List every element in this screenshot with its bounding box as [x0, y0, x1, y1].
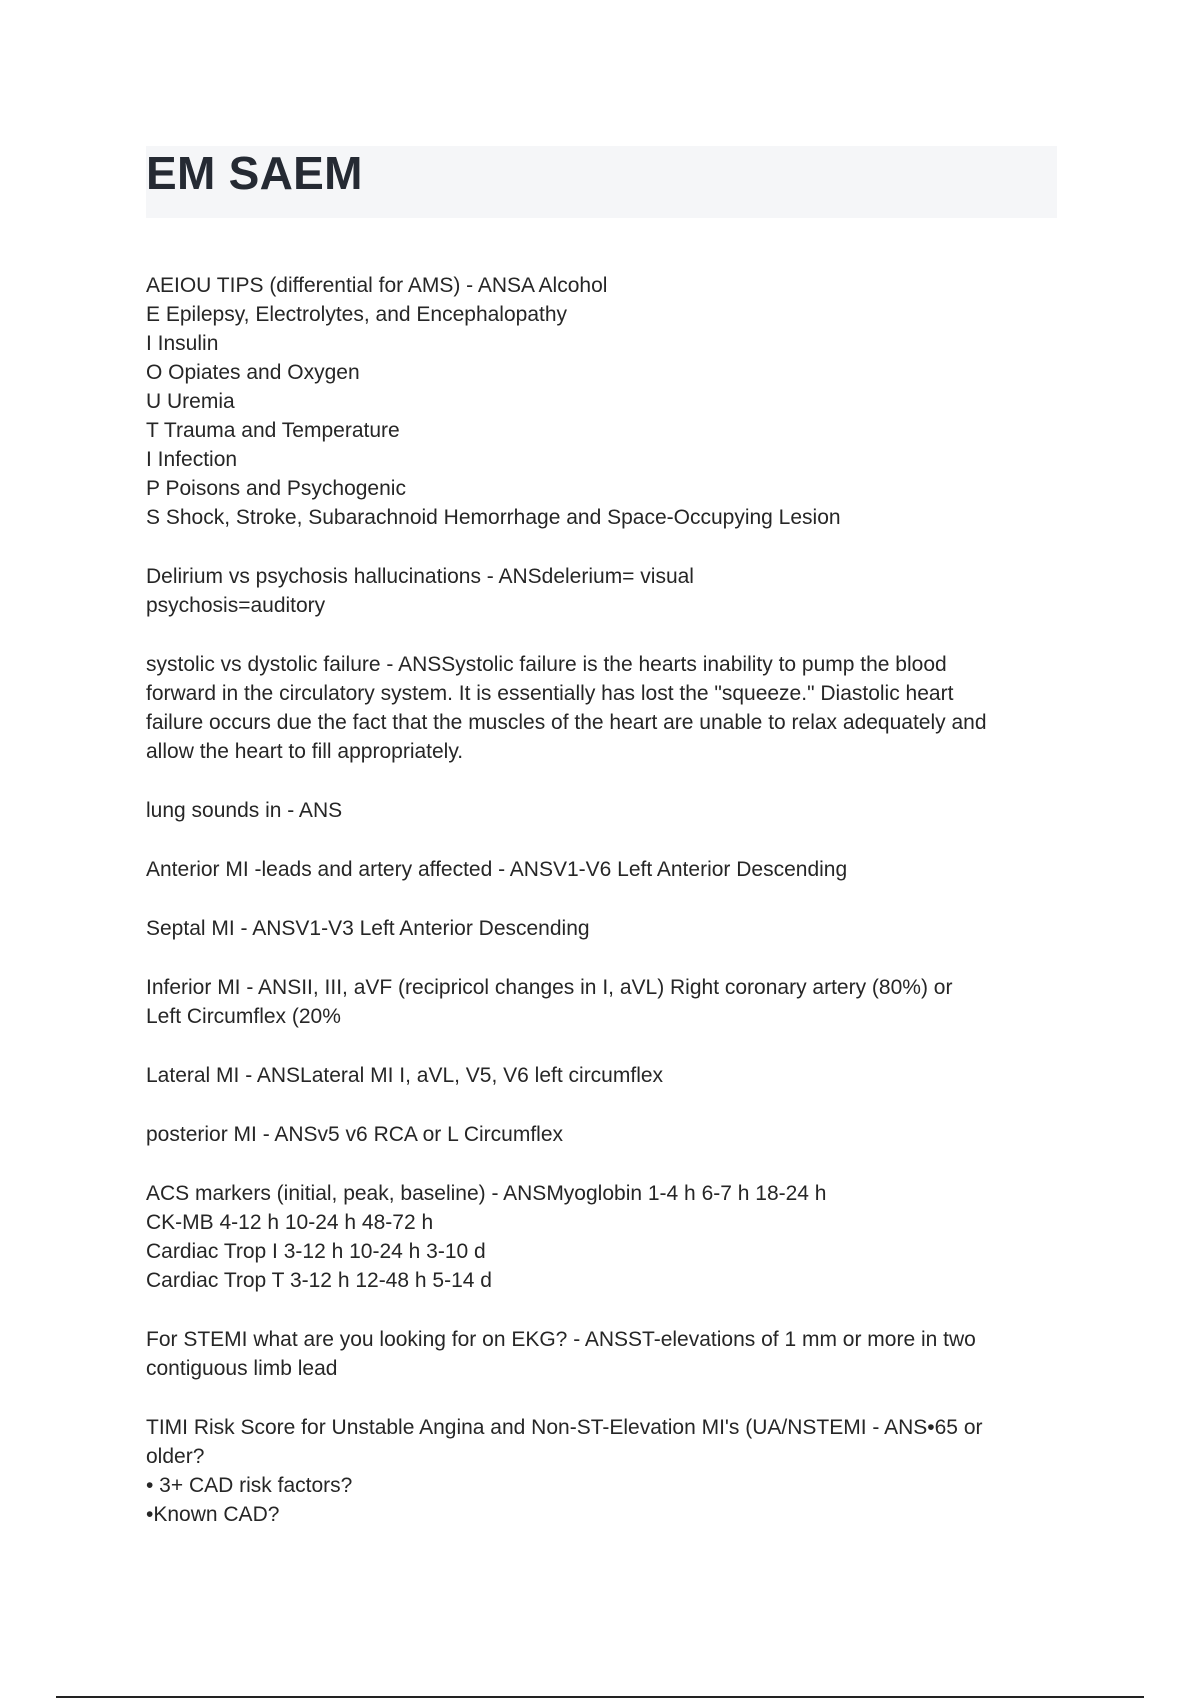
entry-line: Left Circumflex (20%	[146, 1005, 341, 1028]
entry-line: Cardiac Trop T 3-12 h 12-48 h 5-14 d	[146, 1269, 492, 1292]
entry-line: AEIOU TIPS (differential for AMS) - ANSA Alcohol	[146, 274, 608, 297]
qa-entry	[146, 650, 1057, 766]
qa-entry	[146, 1325, 1057, 1383]
entry-line: Septal MI - ANSV1-V3 Left Anterior Descending	[146, 917, 590, 940]
qa-entry	[146, 271, 1057, 532]
document-title: EM SAEM	[146, 147, 363, 199]
entry-line: psychosis=auditory	[146, 594, 326, 617]
entry-line: O Opiates and Oxygen	[146, 361, 360, 384]
qa-entry	[146, 1413, 1057, 1529]
entry-line: Anterior MI -leads and artery affected - ANSV1-V6 Left Anterior Descending	[146, 858, 848, 881]
entry-line: Lateral MI - ANSLateral MI I, aVL, V5, V6 left circumflex	[146, 1064, 664, 1087]
entry-line: U Uremia	[146, 390, 235, 413]
entry-line: • 3+ CAD risk factors?	[146, 1474, 353, 1497]
entry-line: ACS markers (initial, peak, baseline) - ANSMyoglobin 1-4 h 6-7 h 18-24 h	[146, 1182, 827, 1205]
entry-line: systolic vs dystolic failure - ANSSystolic failure is the hearts inability to pump the blood	[146, 653, 947, 676]
entry-line: TIMI Risk Score for Unstable Angina and Non-ST-Elevation MI's (UA/NSTEMI - ANS•65 or	[146, 1416, 983, 1439]
footer-divider	[56, 1696, 1144, 1698]
entry-line: T Trauma and Temperature	[146, 419, 400, 442]
qa-entry	[146, 973, 1057, 1031]
qa-entry	[146, 796, 1057, 825]
entry-line: lung sounds in - ANS	[146, 799, 343, 822]
entry-line: failure occurs due the fact that the muscles of the heart are unable to relax adequately and	[146, 711, 987, 734]
qa-entry	[146, 1179, 1057, 1295]
qa-entry	[146, 1120, 1057, 1149]
entry-line: older?	[146, 1445, 205, 1468]
title-banner	[146, 146, 1057, 218]
entry-line: I Insulin	[146, 332, 219, 355]
entry-line: Cardiac Trop I 3-12 h 10-24 h 3-10 d	[146, 1240, 486, 1263]
entry-line: E Epilepsy, Electrolytes, and Encephalopathy	[146, 303, 568, 326]
entry-line: forward in the circulatory system. It is essentially has lost the "squeeze." Diastolic heart	[146, 682, 954, 705]
qa-entry	[146, 914, 1057, 943]
entry-line: Inferior MI - ANSII, III, aVF (recipricol changes in I, aVL) Right coronary artery (80%) or	[146, 976, 953, 999]
qa-entry	[146, 1061, 1057, 1090]
qa-entry	[146, 562, 1057, 620]
entry-line: S Shock, Stroke, Subarachnoid Hemorrhage and Space-Occupying Lesion	[146, 506, 841, 529]
document-body	[146, 271, 1057, 1559]
entry-line: Delirium vs psychosis hallucinations - ANSdelerium= visual	[146, 565, 694, 588]
entry-line: allow the heart to fill appropriately.	[146, 740, 464, 763]
entry-line: •Known CAD?	[146, 1503, 280, 1526]
entry-line: posterior MI - ANSv5 v6 RCA or L Circumflex	[146, 1123, 564, 1146]
entry-line: CK-MB 4-12 h 10-24 h 48-72 h	[146, 1211, 434, 1234]
qa-entry	[146, 855, 1057, 884]
entry-line: I Infection	[146, 448, 238, 471]
entry-line: contiguous limb lead	[146, 1357, 338, 1380]
entry-line: For STEMI what are you looking for on EKG? - ANSST-elevations of 1 mm or more in two	[146, 1328, 976, 1351]
entry-line: P Poisons and Psychogenic	[146, 477, 406, 500]
